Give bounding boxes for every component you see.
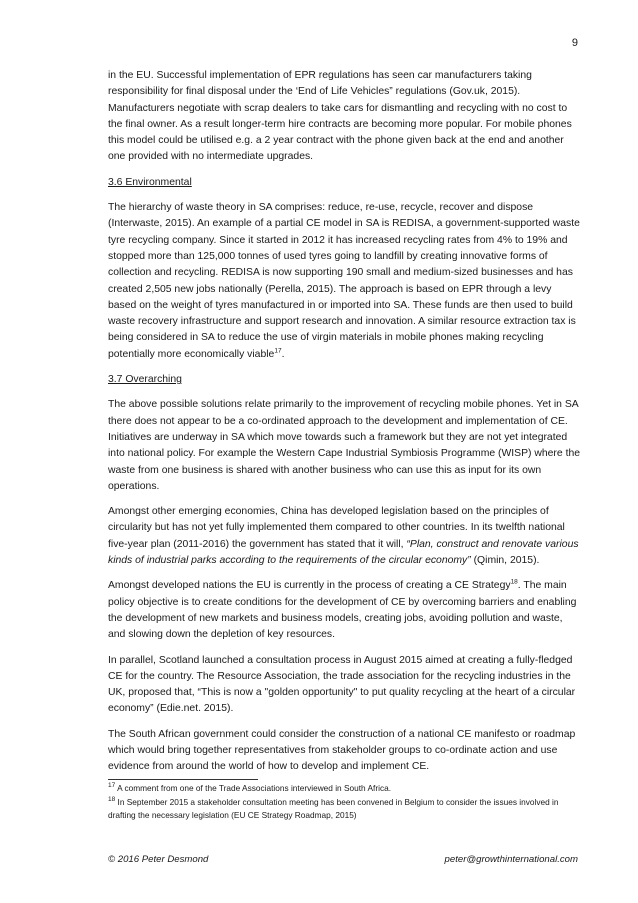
footnote-text: A comment from one of the Trade Associations interviewed in South Africa. (115, 783, 392, 793)
footnote-number: 18 (108, 795, 116, 803)
document-body (108, 68, 580, 785)
paragraph-text-end: (Qimin, 2015). (470, 555, 540, 567)
paragraph-text: Amongst developed nations the EU is currently in the process of creating a CE Strategy (108, 580, 511, 592)
footnote-number: 17 (108, 782, 116, 790)
footer-copyright: © 2016 Peter Desmond (108, 854, 209, 865)
paragraph-text-end: . (281, 348, 285, 360)
paragraph-china (108, 504, 580, 569)
footnote-divider (108, 779, 258, 780)
section-heading-environmental: 3.6 Environmental (108, 176, 192, 188)
footnote-ref-18[interactable]: 18 (510, 578, 518, 586)
page-number: 9 (571, 37, 578, 49)
quote-china-plan: “Plan, construct and renovate various kinds of industrial parks according to the requirements of the circular economy” (108, 538, 579, 567)
footnote-17 (108, 782, 580, 796)
paragraph-text: Amongst other emerging economies, China has developed legislation based on the principles of circularity but has not yet fully implemented them compared to other countries. In its twelfth national five-year plan (2011-2016) the government has stated that it will, (108, 506, 565, 550)
footer-email[interactable]: peter@growthinternational.com (444, 854, 578, 865)
footnote-18 (108, 796, 580, 823)
section-heading-overarching: 3.7 Overarching (108, 374, 182, 386)
footnote-ref-17[interactable]: 17 (274, 347, 282, 355)
paragraph-environmental (108, 200, 580, 363)
paragraph-scotland: In parallel, Scotland launched a consultation process in August 2015 aimed at creating a fully-fledged CE for the country. The Resource Association, the trade association for the recycling industries in the UK, proposed that, “This is now a "golden opportunity" to put quality recycling at the heart of a circular economy” (Edie.net. 2015). (108, 654, 576, 715)
footnote-text: In September 2015 a stakeholder consultation meeting has been convened in Belgium to consider the issues involved in drafting the necessary legislation (EU CE Strategy Roadmap, 2015) (108, 796, 559, 821)
paragraph-overarching: The above possible solutions relate primarily to the improvement of recycling mobile phones. Yet in SA there does not appear to be a co-ordinated approach to the development and implementation of CE. Initiatives are underway in SA which move towards such a framework but they are not yet integrated into national policy. For example the Western Cape Industrial Symbiosis Programme (WISP) where the waste from one business is shared with another business who can use this as input for its own operations. (108, 399, 581, 492)
paragraph-text: The hierarchy of waste theory in SA comprises: reduce, re-use, recycle, recover and dispose (Interwaste, 2015). An example of a partial CE model in SA is REDISA, a government-supported waste tyre recycling company. Since it started in 2012 it has increased recycling rates from 4% to 19% and stopped more than 125,000 tonnes of used tyres going to landfill by creating innovative forms of collection and recycling. REDISA is now supporting 190 small and medium-sized businesses and has created 2,505 new jobs nationally (Perella, 2015). The approach is based on EPR through a levy based on the weight of tyres manufactured in or imported into SA. These funds are then used to build waste recovery infrastructure and support research and innovation. A similar resource extraction tax is being considered in SA to reduce the use of virgin materials in mobile phones making recycling potentially more economically viable (108, 202, 580, 360)
paragraph-epr-eu: in the EU. Successful implementation of EPR regulations has seen car manufacturers taking responsibility for final disposal under the ‘End of Life Vehicles” regulations (Gov.uk, 2015). Manufacturers negotiate with scrap dealers to take cars for dismantling and recycling with no cost to the final owner. As a result longer-term hire contracts are becoming more popular. For mobile phones this model could be utilised e.g. a 2 year contract with the phone given back at the end and another one provided with no intermediate upgrades. (108, 70, 572, 163)
paragraph-eu-strategy (108, 578, 580, 643)
footnotes (108, 782, 580, 823)
paragraph-text-end: . The main policy objective is to create conditions for the development of CE by overcoming barriers and enabling the development of new markets and business models, creating jobs, avoiding pollution and waste, and slowing down the depletion of key resources. (108, 580, 577, 641)
paragraph-south-africa: The South African government could consider the construction of a national CE manifesto or roadmap which would bring together representatives from stakeholder groups to co-ordinate action and use evidence from around the world of how to develop and implement CE. (108, 728, 576, 773)
